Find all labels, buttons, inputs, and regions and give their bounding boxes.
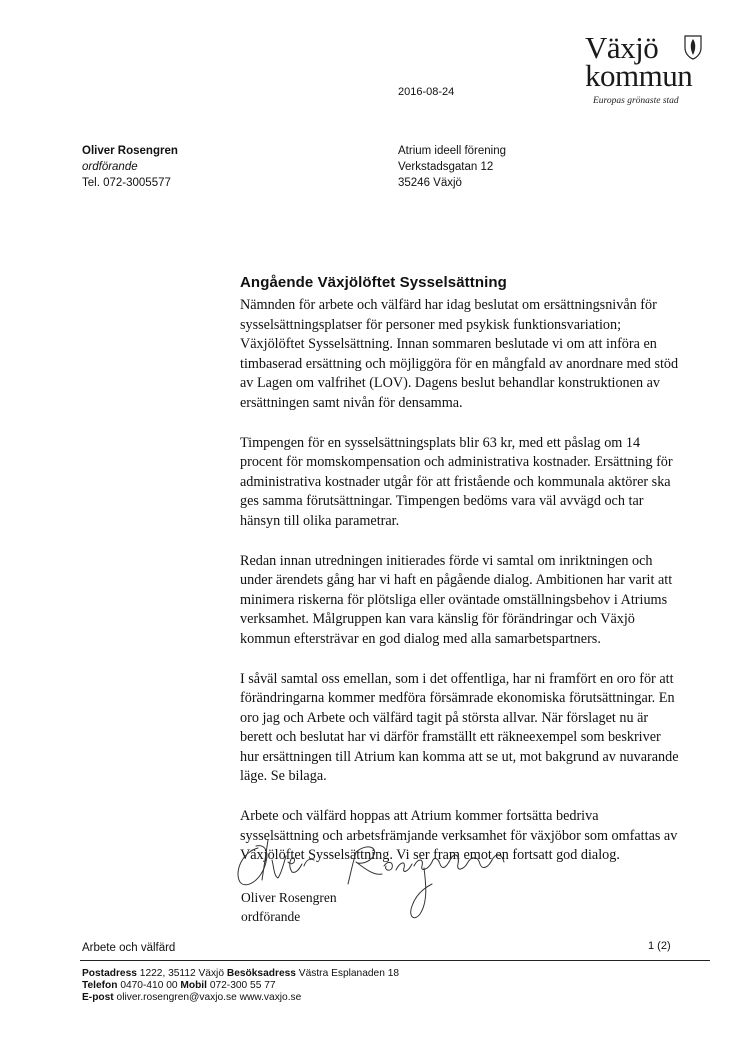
body-paragraph: Nämnden för arbete och välfärd har idag beslutat om ersättningsnivån för sysselsättningsplatser för personer med psykisk funktionsvariation; Växjölöftet Sysselsättning. Innan sommaren beslutade vi om att införa en timbaserad ersättning och möjliggöra för en mångfald av anordnare med stöd av Lagen om valfrihet (LOV). Dagens beslut behandlar konstruktionen av ersättningen samt nivån för densamma. [240, 297, 679, 411]
mobile-value: 072-300 55 77 [209, 980, 276, 991]
website-link[interactable]: www.vaxjo.se [239, 992, 302, 1003]
footer-line-phone [82, 980, 399, 992]
coat-of-arms-icon [683, 34, 703, 60]
logo-line1: Växjö [585, 30, 659, 65]
recipient-line3: 35246 Växjö [398, 177, 462, 189]
body-paragraph: Redan innan utredningen initierades förde vi samtal om inriktningen och under ärendets gång har vi haft en pågående dialog. Ambitionen har varit att minimera riskerna för plötsliga eller oväntade omställningsbehov i Atriums verksamhet. Målgruppen kan vara känslig för förändringar och Växjö kommun eftersträvar en god dialog med alla samarbetspartners. [240, 552, 673, 647]
phone-label: Telefon [82, 980, 118, 991]
mobile-label: Mobil [180, 980, 207, 991]
letter-date: 2016-08-24 [398, 86, 455, 98]
vaxjo-kommun-logo [585, 30, 710, 106]
body-paragraph: I såväl samtal oss emellan, som i det offentliga, har ni framfört en oro för att förändringarna kommer medföra försämrade ekonomiska förutsättningar. En oro jag och Arbete och välfärd tagit på största allvar. När förslaget nu är berett och beslutat har vi därför framställt ett räkneexempel som beskriver hur ersättningen till Atrium kan komma att se ut, mot bakgrund av nuvarande läge. Se bilaga. [240, 670, 679, 785]
footer-contact [82, 968, 399, 1004]
recipient-line1: Atrium ideell förening [398, 145, 507, 157]
footer-line-email [82, 992, 399, 1004]
signoff-name: Oliver Rosengren [241, 890, 337, 905]
sender-block [82, 143, 178, 191]
body-paragraph: Arbete och välfärd hoppas att Atrium kommer fortsätta bedriva sysselsättning och arbetsfrämjande verksamhet för växjöbor som omfattas av Växjölöftet Sysselsättning. Vi ser fram emot en fortsatt god dialog. [240, 808, 678, 864]
visit-value: Västra Esplanaden 18 [298, 968, 400, 979]
signoff-block [241, 888, 337, 926]
body-paragraph: Timpengen för en sysselsättningsplats blir 63 kr, med ett påslag om 14 procent för momskompensation och administrativa kostnader. Ersättning för administrativa kostnader utgår för att fristående och kommunala aktörer ska ges samma förutsättningar. Timpengen bedöms vara väl avvägd och tar hänsyn till olika parametrar. [240, 434, 673, 529]
footer-divider [80, 960, 710, 961]
department-name: Arbete och välfärd [82, 942, 176, 954]
sender-role: ordförande [82, 161, 138, 173]
email-label: E-post [82, 992, 114, 1003]
page-number: 1 (2) [648, 940, 671, 952]
logo-line2: kommun [585, 58, 693, 93]
visit-label: Besöksadress [226, 968, 296, 979]
phone-value: 0470-410 00 [120, 980, 178, 991]
postal-value: 1222, 35112 Växjö [139, 968, 224, 979]
postal-label: Postadress [82, 968, 137, 979]
letter-body [240, 296, 680, 886]
email-link[interactable]: oliver.rosengren@vaxjo.se [116, 992, 237, 1003]
sender-name: Oliver Rosengren [82, 145, 178, 157]
letter-heading: Angående Växjölöftet Sysselsättning [240, 274, 507, 291]
signoff-role: ordförande [241, 909, 301, 924]
recipient-block [398, 143, 506, 191]
footer-line-address [82, 968, 399, 980]
sender-phone: Tel. 072-3005577 [82, 177, 171, 189]
recipient-line2: Verkstadsgatan 12 [398, 161, 494, 173]
logo-tagline: Europas grönaste stad [593, 96, 679, 106]
